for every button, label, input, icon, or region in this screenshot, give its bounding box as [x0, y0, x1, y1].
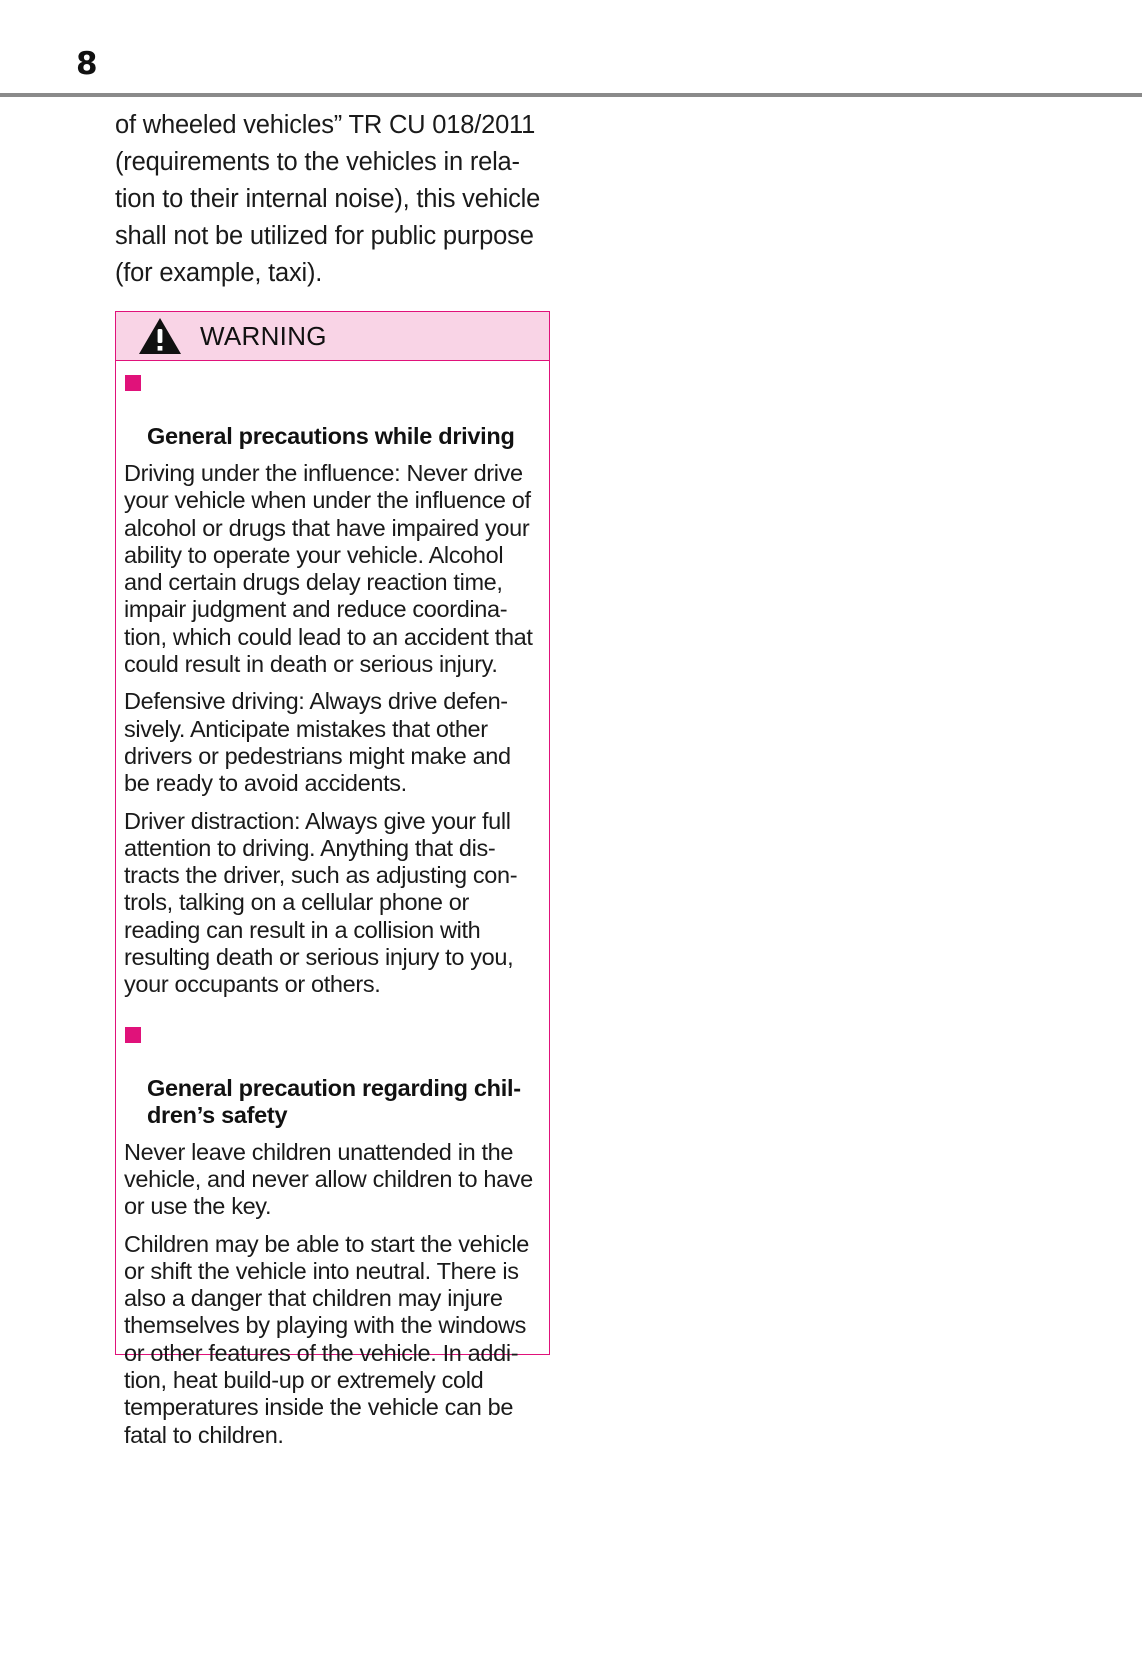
paragraph: Driving under the influence: Never drive your vehicle when under the influence of alcohol or drugs that have impaired your ability to operate your vehicle. Alcohol and certain drugs delay reaction time, impair judgment and reduce coordina- tion, which could lead to an accident that could result in death or serious injury.	[124, 460, 533, 678]
warning-content	[116, 369, 549, 1449]
intro-paragraph: of wheeled vehicles” TR CU 018/2011 (requirements to the vehicles in rela- tion to their internal noise), this vehicle shall not be utilized for public purpose (for example, taxi).	[115, 111, 541, 287]
paragraph: Never leave children unattended in the vehicle, and never allow children to have or use the key.	[124, 1138, 533, 1220]
warning-title: WARNING	[200, 321, 327, 351]
page-number: 8	[76, 46, 98, 82]
paragraph: Children may be able to start the vehicle or shift the vehicle into neutral. There is also a danger that children may injure themselves by playing with the windows or other features of the vehicle. In addi- tion, heat build-up or extremely cold temperatures inside the vehicle can be fatal to children.	[124, 1230, 529, 1448]
section-heading	[124, 1021, 549, 1129]
paragraph: Driver distraction: Always give your full attention to driving. Anything that dis- tracts the driver, such as adjusting con- trols, talking on a cellular phone or reading can result in a collision with resulting death or serious injury to you, your occupants or others.	[124, 807, 518, 998]
bullet-square-icon	[125, 375, 141, 391]
warning-box	[115, 311, 550, 1448]
paragraph: Defensive driving: Always drive defen- sively. Anticipate mistakes that other drivers or pedestrians might make and be ready to avoid accidents.	[124, 688, 511, 797]
warning-header	[116, 312, 549, 361]
section-heading	[124, 369, 549, 450]
bullet-square-icon	[125, 1027, 141, 1043]
warning-triangle-icon	[138, 317, 182, 355]
section-heading-text: General precaution regarding chil- dren’s safety	[147, 1074, 521, 1128]
section-heading-text: General precautions while driving	[147, 423, 515, 449]
header-divider	[0, 93, 1142, 97]
